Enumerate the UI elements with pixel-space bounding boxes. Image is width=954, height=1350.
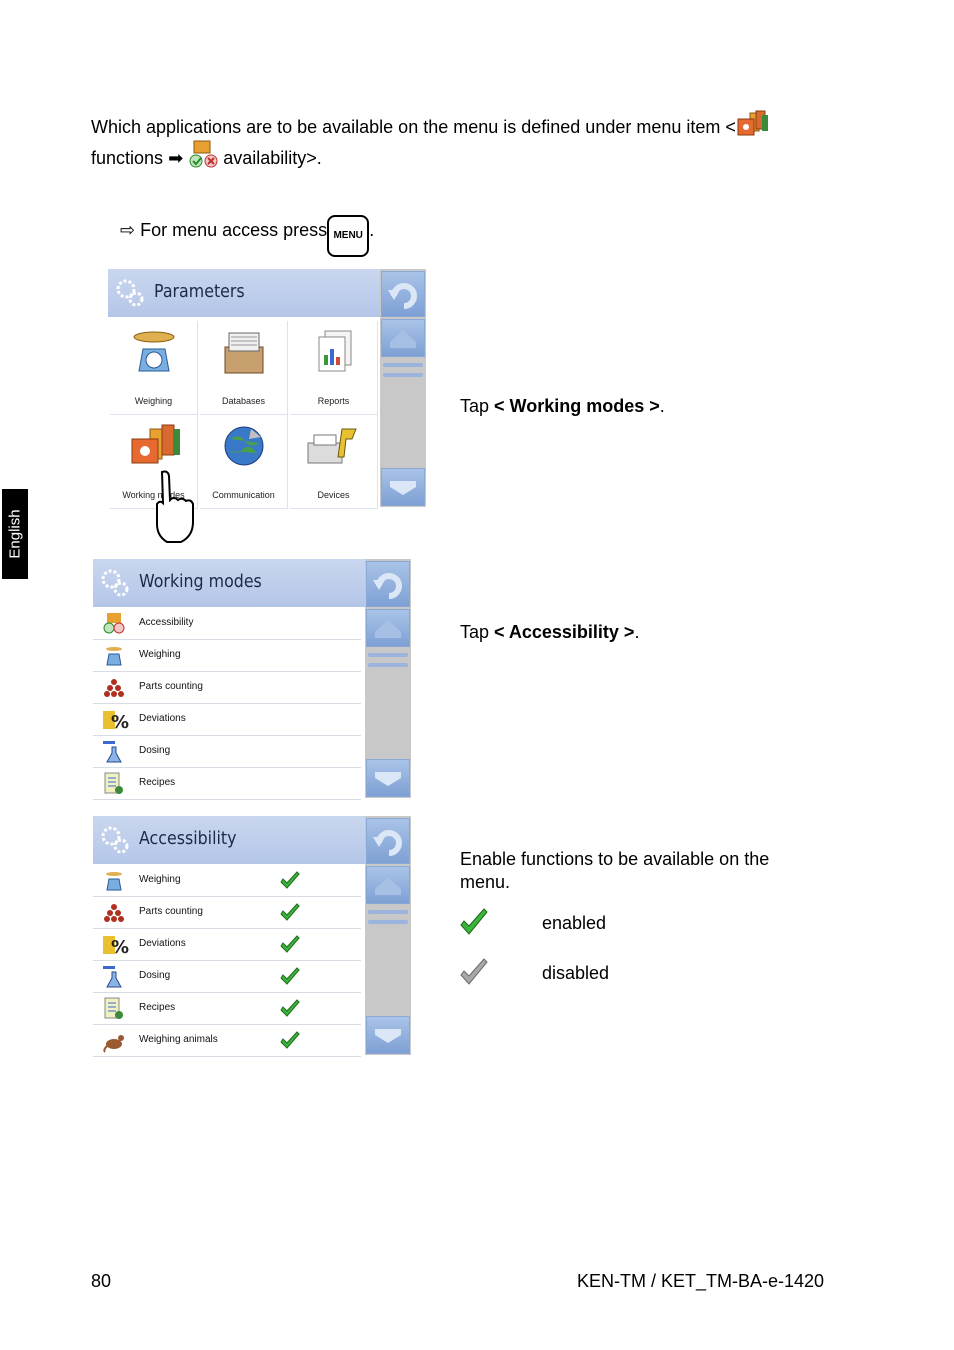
list-item-dosing[interactable]: Dosing	[93, 736, 361, 768]
screen-header	[93, 559, 365, 607]
working-modes-screen	[93, 559, 411, 798]
list-item-weighing[interactable]: Weighing	[93, 640, 361, 672]
intro-line-2: functions ➡ availability>.	[91, 141, 322, 169]
cell-reports[interactable]: Reports	[290, 321, 378, 415]
gear-icon	[99, 824, 131, 856]
chevron-down-icon	[382, 469, 424, 505]
svg-text:%: %	[111, 937, 130, 958]
list-item-recipes[interactable]: Recipes	[93, 768, 361, 800]
checkmark-disabled-icon	[459, 959, 489, 987]
availability-icon	[188, 141, 218, 169]
gear-icon	[99, 567, 131, 599]
scroll-down-button[interactable]	[366, 759, 410, 797]
instruction-accessibility: Tap < Accessibility >.	[460, 622, 640, 642]
document-id: KEN-TM / KET_TM-BA-e-1420	[577, 1271, 825, 1291]
scroll-down-button[interactable]	[366, 1016, 410, 1054]
parts-counting-icon	[103, 677, 125, 699]
working-modes-icon	[736, 111, 770, 137]
scroll-grip[interactable]	[366, 647, 410, 687]
list-item-weighing-animals[interactable]: Weighing animals	[93, 1025, 361, 1057]
instruction-enable-line-2: menu.	[460, 872, 511, 892]
screen-sidebar	[365, 816, 411, 1055]
checkmark-enabled-icon[interactable]	[279, 870, 301, 892]
instruction-enable-line-1: Enable functions to be available on the	[460, 849, 770, 869]
undo-arrow-icon	[367, 562, 411, 606]
page-number: 80	[91, 1271, 112, 1291]
scale-icon	[103, 870, 125, 892]
legend-enabled-label: enabled	[542, 913, 607, 933]
list-item-weighing[interactable]: Weighing	[93, 865, 361, 897]
back-button[interactable]	[381, 271, 425, 317]
home-icon	[367, 610, 409, 646]
chevron-down-icon	[367, 1017, 409, 1053]
screen-title: Parameters	[154, 281, 245, 302]
list-item-accessibility[interactable]: Accessibility	[93, 608, 361, 640]
cell-weighing[interactable]: Weighing	[110, 321, 198, 415]
legend-disabled-label: disabled	[542, 963, 610, 983]
database-box-icon	[219, 327, 269, 377]
list-item-parts-counting[interactable]: Parts counting	[93, 897, 361, 929]
accessibility-screen	[93, 816, 411, 1055]
checkmark-enabled-icon[interactable]	[279, 1030, 301, 1052]
list-item-dosing[interactable]: Dosing	[93, 961, 361, 993]
reports-icon	[309, 327, 359, 377]
scroll-grip[interactable]	[366, 904, 410, 944]
checkmark-enabled-icon[interactable]	[279, 934, 301, 956]
flask-icon	[103, 741, 125, 763]
scale-icon	[103, 645, 125, 667]
printer-scanner-icon	[304, 421, 364, 471]
home-icon	[367, 867, 409, 903]
screen-sidebar	[380, 269, 426, 507]
home-button[interactable]	[381, 319, 425, 357]
hollow-arrow-icon: ⇨	[120, 220, 136, 240]
availability-icon	[103, 613, 125, 635]
cell-communication[interactable]: Communication	[200, 415, 288, 509]
scale-icon	[129, 327, 179, 377]
instruction-working-modes: Tap < Working modes >.	[460, 396, 665, 416]
screen-title: Accessibility	[139, 828, 237, 849]
list-item-recipes[interactable]: Recipes	[93, 993, 361, 1025]
svg-text:%: %	[111, 712, 130, 733]
cell-working-modes[interactable]: Working modes	[110, 415, 198, 509]
home-button[interactable]	[366, 609, 410, 647]
pointing-hand-icon	[150, 470, 200, 544]
percent-icon	[103, 709, 130, 733]
right-arrow-icon: ➡	[168, 148, 184, 168]
working-modes-icon	[126, 423, 182, 473]
recipe-icon	[103, 998, 125, 1020]
checkmark-enabled-icon[interactable]	[279, 966, 301, 988]
cell-devices[interactable]: Devices	[290, 415, 378, 509]
scroll-down-button[interactable]	[381, 468, 425, 506]
menu-key-icon: MENU	[327, 215, 369, 257]
undo-arrow-icon	[367, 819, 411, 863]
screen-sidebar	[365, 559, 411, 798]
flask-icon	[103, 966, 125, 988]
chevron-down-icon	[367, 760, 409, 796]
cell-databases[interactable]: Databases	[200, 321, 288, 415]
recipe-icon	[103, 773, 125, 795]
checkmark-enabled-icon	[459, 909, 489, 937]
gear-icon	[114, 277, 146, 309]
back-button[interactable]	[366, 818, 410, 864]
list-item-deviations[interactable]: % Deviations	[93, 704, 361, 736]
globe-icon	[219, 421, 269, 471]
language-tab: English	[2, 489, 28, 579]
list-item-deviations[interactable]: % Deviations	[93, 929, 361, 961]
checkmark-enabled-icon[interactable]	[279, 902, 301, 924]
checkmark-enabled-icon[interactable]	[279, 998, 301, 1020]
scroll-grip[interactable]	[381, 357, 425, 397]
screen-header	[93, 816, 365, 864]
percent-icon	[103, 934, 130, 958]
home-icon	[382, 320, 424, 356]
list-item-parts-counting[interactable]: Parts counting	[93, 672, 361, 704]
animal-icon	[103, 1030, 125, 1052]
screen-header	[108, 269, 380, 317]
screen-title: Working modes	[139, 571, 262, 592]
undo-arrow-icon	[382, 272, 426, 316]
menu-access-step: ⇨ For menu access press MENU .	[120, 215, 374, 257]
intro-line-1: Which applications are to be available on the menu is defined under menu item <	[91, 111, 770, 138]
home-button[interactable]	[366, 866, 410, 904]
parts-counting-icon	[103, 902, 125, 924]
back-button[interactable]	[366, 561, 410, 607]
